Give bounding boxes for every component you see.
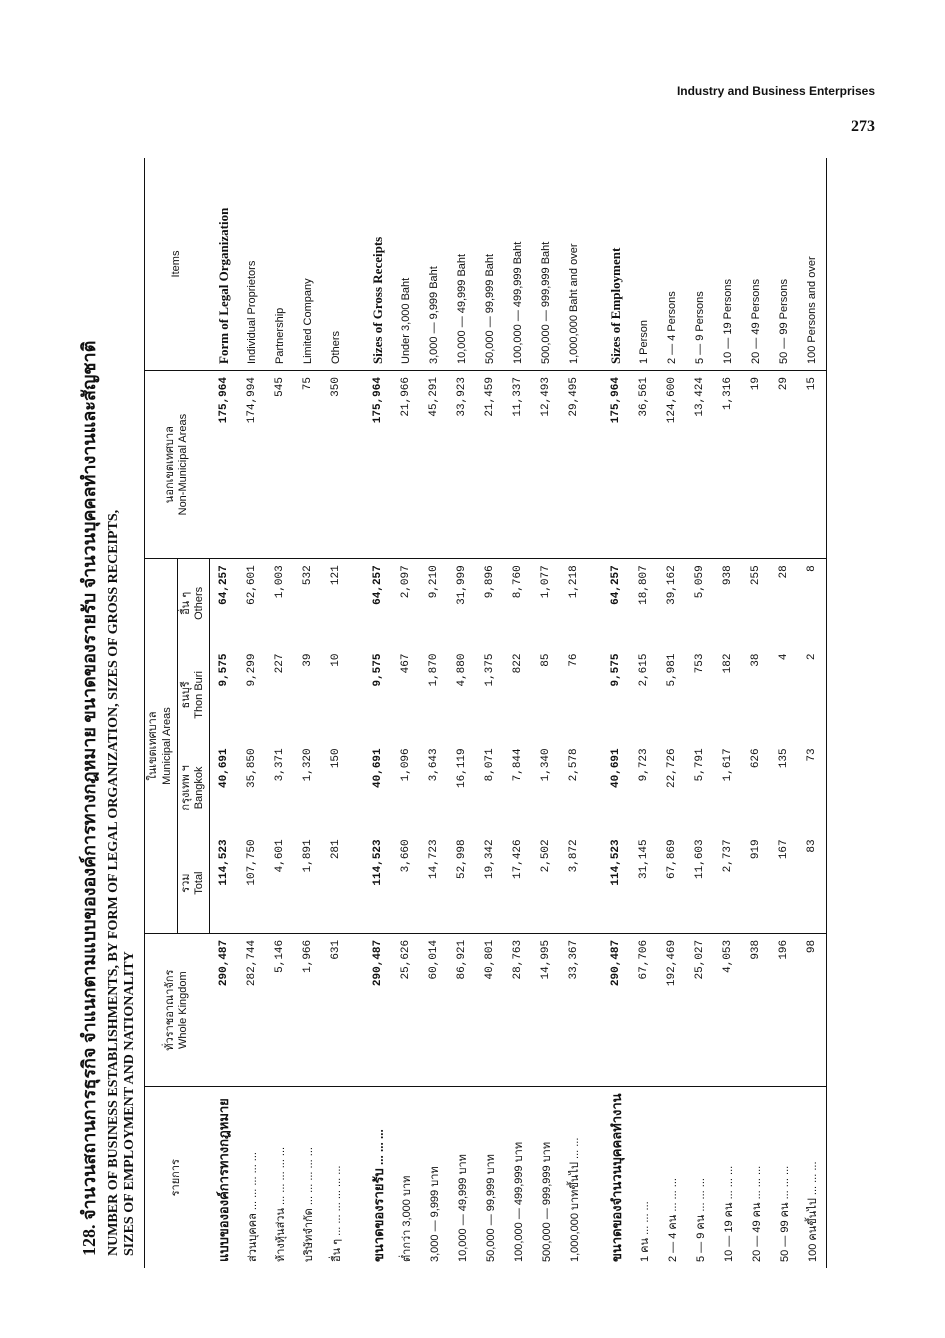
row-label-english: Partnership (266, 158, 294, 371)
cell-bangkok: 40,691 (372, 748, 384, 788)
cell-total: 17,426 (504, 833, 532, 933)
cell-whole-kingdom: 33,367 (568, 939, 580, 980)
row-label-thai: บริษัทจำกัด ... ... ... ... ... (294, 1087, 322, 1268)
cell-whole-kingdom: 290,487 (610, 939, 622, 987)
spacer-row (350, 158, 364, 1268)
cell-non-municipal: 175,964 (210, 371, 239, 559)
cell-non-municipal: 36,561 (630, 371, 658, 559)
cell-total: 14,723 (420, 833, 448, 933)
cell-others: 31,999 (456, 565, 468, 605)
cell-non-municipal: 545 (266, 371, 294, 559)
row-label-english: Individual Proprietors (238, 158, 266, 371)
cell-others: 28 (778, 565, 790, 579)
cell-bangkok: 5,791 (694, 748, 706, 782)
row-label-english: 1,000,000 Baht and over (560, 158, 588, 371)
cell-bangkok: 3,371 (274, 748, 286, 782)
cell-total: 3,872 (560, 833, 588, 933)
cell-whole-kingdom: 631 (330, 939, 342, 960)
cell-non-municipal: 29,495 (560, 371, 588, 559)
col-municipal-th: ในเขตเทศบาล (147, 711, 159, 781)
cell-non-municipal: 75 (294, 371, 322, 559)
col-others-th: อื่น ๆ (179, 591, 192, 615)
spacer-cell (588, 371, 602, 559)
table-row (322, 158, 350, 1268)
cell-total: 19,342 (476, 833, 504, 933)
row-label-english: Under 3,000 Baht (392, 158, 420, 371)
cell-others: 938 (722, 565, 734, 586)
cell-total: 31,145 (630, 833, 658, 933)
row-label-thai: อื่น ๆ ... ... ... ... ... ... (322, 1087, 350, 1268)
row-label-english: 2 — 4 Persons (658, 158, 686, 371)
table-row (476, 158, 504, 1268)
cell-thonburi: 4,880 (456, 653, 468, 687)
cell-whole-kingdom: 1,966 (302, 939, 314, 973)
cell-non-municipal: 21,459 (476, 371, 504, 559)
cell-non-municipal: 21,966 (392, 371, 420, 559)
cell-whole-kingdom: 40,801 (484, 939, 496, 980)
cell-thonburi: 1,375 (484, 653, 496, 687)
cell-bangkok: 40,691 (610, 748, 622, 788)
title-english-line1: NUMBER OF BUSINESS ESTABLISHMENTS, BY FORM OF LEGAL ORGANIZATION, SIZES OF GROSS RECEIPTS, (106, 509, 121, 1256)
spacer-cell (588, 158, 602, 371)
page-number: 273 (851, 118, 875, 135)
section-row (210, 158, 239, 1268)
spacer-cell (350, 742, 364, 833)
cell-thonburi: 822 (512, 653, 524, 674)
cell-others: 9,210 (428, 565, 440, 599)
spacer-cell (350, 933, 364, 1087)
cell-total: 11,603 (686, 833, 714, 933)
cell-others: 39,162 (666, 565, 678, 605)
cell-others: 2,097 (400, 565, 412, 599)
cell-others: 1,218 (568, 565, 580, 599)
cell-bangkok: 16,119 (456, 748, 468, 788)
cell-thonburi: 9,299 (246, 653, 258, 687)
col-items-thai: รายการ (145, 1087, 210, 1268)
cell-total: 107,750 (238, 833, 266, 933)
row-label-thai: 10 — 19 คน ... ... ... (714, 1087, 742, 1268)
cell-total: 3,660 (392, 833, 420, 933)
spacer-cell (350, 158, 364, 371)
cell-bangkok: 1,617 (722, 748, 734, 782)
cell-bangkok: 8,071 (484, 748, 496, 782)
statistics-table (144, 158, 827, 1268)
cell-bangkok: 7,844 (512, 748, 524, 782)
col-whole-kingdom-th: ทั่วราชอาณาจักร (163, 969, 176, 1051)
col-bangkok (177, 742, 210, 833)
cell-non-municipal: 45,291 (420, 371, 448, 559)
cell-thonburi: 182 (722, 653, 734, 674)
cell-bangkok: 135 (778, 748, 790, 769)
cell-total: 167 (770, 833, 798, 933)
col-nonmun-th: นอกเขตเทศบาล (163, 426, 176, 504)
table-row (294, 158, 322, 1268)
table-row (798, 158, 827, 1268)
row-label-english: 20 — 49 Persons (742, 158, 770, 371)
cell-thonburi: 1,870 (428, 653, 440, 687)
row-label-thai: ขนาดของจำนวนบุคคลทำงาน (602, 1087, 630, 1268)
row-label-thai: 50,000 — 99,999 บาท (476, 1087, 504, 1268)
col-thonburi-en: Thon Buri (193, 671, 206, 719)
cell-non-municipal: 175,964 (602, 371, 630, 559)
cell-bangkok: 1,340 (540, 748, 552, 782)
table-row (420, 158, 448, 1268)
row-label-thai: 500,000 — 999,999 บาท (532, 1087, 560, 1268)
cell-whole-kingdom: 98 (798, 933, 827, 1087)
spacer-cell (588, 742, 602, 833)
cell-total: 114,523 (602, 833, 630, 933)
row-label-english: 5 — 9 Persons (686, 158, 714, 371)
cell-bangkok: 22,726 (666, 748, 678, 788)
row-label-thai: ขนาดของรายรับ ... ... ... (364, 1087, 392, 1268)
cell-non-municipal: 124,600 (658, 371, 686, 559)
row-label-thai: ห้างหุ้นส่วน ... ... ... ... ... (266, 1087, 294, 1268)
cell-thonburi: 39 (302, 653, 314, 667)
cell-others: 64,257 (372, 565, 384, 605)
cell-total: 1,891 (294, 833, 322, 933)
row-label-thai: 100 คนขึ้นไป ... ... ... (798, 1087, 827, 1268)
row-label-english: Limited Company (294, 158, 322, 371)
cell-total: 83 (798, 833, 827, 933)
cell-non-municipal: 33,923 (448, 371, 476, 559)
cell-others: 1,003 (274, 565, 286, 599)
cell-bangkok: 3,643 (428, 748, 440, 782)
cell-others: 532 (302, 565, 314, 586)
cell-others: 8 (798, 559, 827, 648)
cell-total: 114,523 (364, 833, 392, 933)
rotated-table-page (74, 158, 874, 1268)
cell-whole-kingdom: 196 (778, 939, 790, 960)
row-label-english: 50,000 — 99,999 Baht (476, 158, 504, 371)
col-total (177, 833, 210, 933)
cell-total: 52,998 (448, 833, 476, 933)
col-nonmun-en: Non-Municipal Areas (177, 413, 190, 516)
spacer-row (588, 158, 602, 1268)
cell-total: 4,601 (266, 833, 294, 933)
row-label-thai: 20 — 49 คน ... ... ... (742, 1087, 770, 1268)
row-label-thai: 2 — 4 คน ... ... ... (658, 1087, 686, 1268)
cell-bangkok: 35,850 (246, 748, 258, 788)
row-label-english: 500,000 — 999,999 Baht (532, 158, 560, 371)
row-label-thai: 10,000 — 49,999 บาท (448, 1087, 476, 1268)
col-total-en: Total (193, 871, 206, 895)
cell-whole-kingdom: 290,487 (217, 939, 230, 987)
cell-total: 67,869 (658, 833, 686, 933)
cell-non-municipal: 11,337 (504, 371, 532, 559)
col-others-en: Others (193, 586, 206, 620)
cell-thonburi: 2,615 (638, 653, 650, 687)
row-label-english: Others (322, 158, 350, 371)
row-label-thai: 5 — 9 คน ... ... ... (686, 1087, 714, 1268)
row-label-thai: ต่ำกว่า 3,000 บาท (392, 1087, 420, 1268)
cell-others: 18,807 (638, 565, 650, 605)
row-label-english: 1 Person (630, 158, 658, 371)
table-row (770, 158, 798, 1268)
table-row (560, 158, 588, 1268)
cell-bangkok: 2,578 (568, 748, 580, 782)
cell-bangkok: 150 (330, 748, 342, 769)
cell-whole-kingdom: 938 (750, 939, 762, 960)
row-label-english: Sizes of Gross Receipts (364, 158, 392, 371)
title-thai: 128. จำนวนสถานการธุรกิจ จำแนกตามแบบขององค์การทางกฎหมาย ขนาดของรายรับ จำนวนบุคคลทำงานและสัญชาติ (79, 340, 99, 1256)
cell-whole-kingdom: 290,487 (372, 939, 384, 987)
table-title (74, 176, 138, 1256)
row-label-english: 3,000 — 9,999 Baht (420, 158, 448, 371)
cell-whole-kingdom: 282,744 (246, 939, 258, 987)
cell-whole-kingdom: 5,146 (274, 939, 286, 973)
section-row (364, 158, 392, 1268)
cell-thonburi: 76 (568, 653, 580, 667)
row-label-english: 100,000 — 499,999 Baht (504, 158, 532, 371)
cell-total: 919 (742, 833, 770, 933)
cell-bangkok: 626 (750, 748, 762, 769)
cell-whole-kingdom: 67,706 (638, 939, 650, 980)
row-label-thai: 3,000 — 9,999 บาท (420, 1087, 448, 1268)
table-row (238, 158, 266, 1268)
row-label-thai: 1,000,000 บาทขึ้นไป ... ... (560, 1087, 588, 1268)
col-municipal-group (145, 559, 178, 934)
cell-non-municipal: 12,493 (532, 371, 560, 559)
cell-non-municipal: 29 (770, 371, 798, 559)
table-row (392, 158, 420, 1268)
row-label-thai: 1 คน ... ... ... (630, 1087, 658, 1268)
cell-whole-kingdom: 14,995 (540, 939, 552, 980)
cell-non-municipal: 350 (322, 371, 350, 559)
cell-thonburi: 5,981 (666, 653, 678, 687)
cell-non-municipal: 1,316 (714, 371, 742, 559)
col-thonburi-th: ธนบุรี (179, 681, 192, 709)
cell-non-municipal: 174,994 (238, 371, 266, 559)
cell-whole-kingdom: 25,027 (694, 939, 706, 980)
cell-others: 64,257 (610, 565, 622, 605)
cell-whole-kingdom: 25,626 (400, 939, 412, 980)
cell-non-municipal: 175,964 (364, 371, 392, 559)
col-items-english: Items (145, 158, 210, 371)
cell-total: 281 (322, 833, 350, 933)
spacer-cell (588, 833, 602, 933)
table-body (210, 158, 827, 1268)
col-non-municipal (145, 371, 210, 559)
cell-thonburi: 227 (274, 653, 286, 674)
table-row (714, 158, 742, 1268)
cell-bangkok: 1,096 (400, 748, 412, 782)
cell-thonburi: 467 (400, 653, 412, 674)
section-row (602, 158, 630, 1268)
cell-others: 1,077 (540, 565, 552, 599)
table-row (742, 158, 770, 1268)
cell-thonburi: 753 (694, 653, 706, 674)
spacer-cell (350, 1087, 364, 1268)
cell-total: 114,523 (210, 833, 239, 933)
cell-thonburi: 9,575 (610, 653, 622, 687)
title-english-line2: SIZES OF EMPLOYMENT AND NATIONALITY (122, 951, 137, 1256)
cell-others: 8,760 (512, 565, 524, 599)
cell-others: 5,059 (694, 565, 706, 599)
spacer-cell (350, 648, 364, 743)
col-total-th: รวม (179, 873, 192, 893)
cell-thonburi: 9,575 (372, 653, 384, 687)
table-row (532, 158, 560, 1268)
col-whole-kingdom-en: Whole Kingdom (177, 971, 190, 1049)
cell-thonburi: 85 (540, 653, 552, 667)
col-thonburi (177, 648, 210, 743)
spacer-cell (350, 833, 364, 933)
spacer-cell (350, 371, 364, 559)
col-whole-kingdom (145, 933, 210, 1087)
cell-others: 62,601 (246, 565, 258, 605)
cell-others: 64,257 (218, 565, 230, 605)
row-label-thai: แบบขององค์การทางกฎหมาย (210, 1087, 239, 1268)
cell-bangkok: 73 (798, 742, 827, 833)
cell-thonburi: 9,575 (218, 653, 230, 687)
row-label-thai: 50 — 99 คน ... ... ... (770, 1087, 798, 1268)
cell-others: 9,896 (484, 565, 496, 599)
col-bangkok-en: Bangkok (193, 766, 206, 810)
spacer-cell (588, 1087, 602, 1268)
col-municipal-en: Municipal Areas (160, 707, 173, 785)
table-row (630, 158, 658, 1268)
cell-whole-kingdom: 86,921 (456, 939, 468, 980)
row-label-english: Sizes of Employment (602, 158, 630, 371)
spacer-cell (588, 559, 602, 648)
cell-total: 2,737 (714, 833, 742, 933)
cell-whole-kingdom: 60,014 (428, 939, 440, 980)
spacer-cell (350, 559, 364, 648)
table-row (266, 158, 294, 1268)
cell-thonburi: 4 (778, 653, 790, 661)
table-row (504, 158, 532, 1268)
cell-non-municipal: 19 (742, 371, 770, 559)
cell-bangkok: 9,723 (638, 748, 650, 782)
cell-total: 2,502 (532, 833, 560, 933)
cell-non-municipal: 15 (798, 371, 827, 559)
cell-non-municipal: 13,424 (686, 371, 714, 559)
spacer-cell (588, 933, 602, 1087)
table-row (686, 158, 714, 1268)
row-label-thai: 100,000 — 499,999 บาท (504, 1087, 532, 1268)
cell-bangkok: 1,320 (302, 748, 314, 782)
cell-whole-kingdom: 28,763 (512, 939, 524, 980)
cell-others: 255 (750, 565, 762, 586)
cell-whole-kingdom: 4,053 (722, 939, 734, 973)
row-label-english: 10,000 — 49,999 Baht (448, 158, 476, 371)
col-bangkok-th: กรุงเทพ ฯ (179, 765, 192, 811)
table-row (448, 158, 476, 1268)
col-others (177, 559, 210, 648)
row-label-english: 50 — 99 Persons (770, 158, 798, 371)
cell-bangkok: 40,691 (218, 748, 230, 788)
cell-others: 121 (330, 565, 342, 586)
row-label-english: 100 Persons and over (798, 158, 827, 371)
running-header: Industry and Business Enterprises (676, 84, 875, 98)
row-label-english: 10 — 19 Persons (714, 158, 742, 371)
cell-thonburi: 38 (750, 653, 762, 667)
row-label-thai: ส่วนบุคคล ... ... ... ... ... (238, 1087, 266, 1268)
cell-whole-kingdom: 192,469 (666, 939, 678, 987)
cell-thonburi: 2 (798, 648, 827, 743)
spacer-cell (588, 648, 602, 743)
cell-thonburi: 10 (330, 653, 342, 667)
table-row (658, 158, 686, 1268)
row-label-english: Form of Legal Organization (210, 158, 239, 371)
